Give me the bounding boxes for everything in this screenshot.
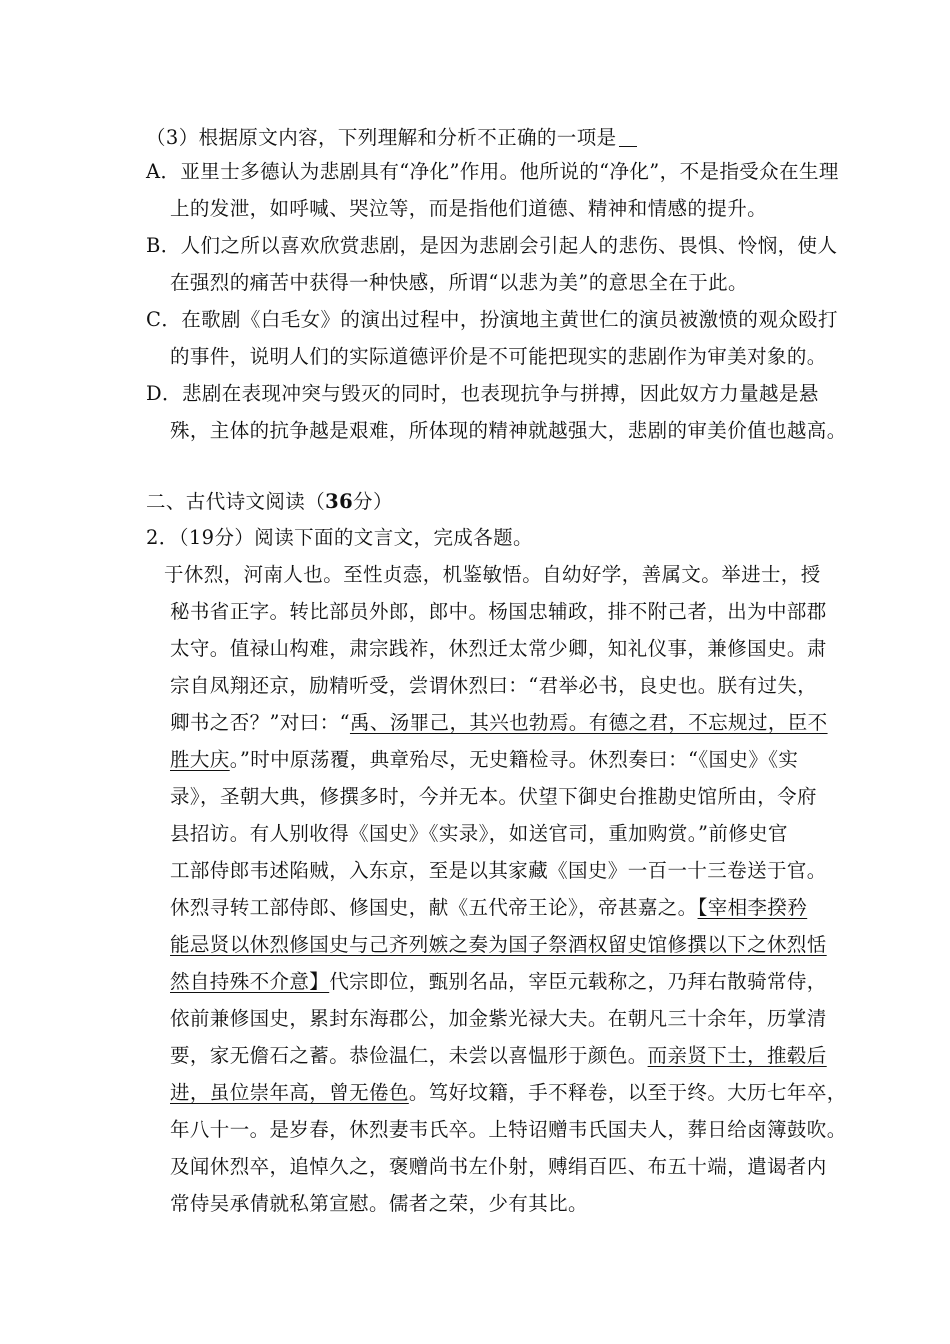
passage-line — [170, 784, 817, 810]
passage-text: 及闻休烈卒，追悼久之，褒赠尚书左仆射，赙绢百匹、布五十端，遣谒者内 — [170, 1155, 827, 1178]
option-c-line-1 — [146, 307, 838, 333]
option-a-line-2 — [170, 196, 767, 222]
question-2-number: 2． — [146, 526, 179, 549]
passage-text: 秘书省正字。转比部员外郎，郎中。杨国忠辅政，排不附己者，出为中部郡 — [170, 600, 827, 623]
underlined-sentence: 胜大庆 — [170, 748, 230, 771]
option-b-text-2: 在强烈的痛苦中获得一种快感，所谓“以悲为美”的意思全在于此。 — [170, 271, 748, 294]
passage-text: 太守。值禄山构难，肃宗践祚，休烈迁太常少卿，知礼仪事，兼修国史。肃 — [170, 637, 827, 660]
question-2-heading — [146, 525, 533, 551]
option-d-line-2 — [170, 418, 847, 444]
passage-line — [164, 562, 821, 588]
passage-text: 代宗即位，甄别名品，宰臣元载称之，乃拜右散骑常侍， — [329, 970, 827, 993]
passage-line — [170, 1191, 588, 1217]
passage-line — [170, 636, 827, 662]
option-d-text-1: 悲剧在表现冲突与毁灭的同时，也表现抗争与拼搏，因此奴方力量越是悬 — [181, 382, 819, 405]
passage-text: 宗自凤翔还京，励精听受，尝谓休烈曰：“君举必书，良史也。朕有过失， — [170, 674, 818, 697]
passage-line — [170, 1117, 847, 1143]
passage-line — [170, 932, 827, 958]
option-a-text-2: 上的发泄，如呼喊、哭泣等，而是指他们道德、精神和情感的提升。 — [170, 197, 768, 220]
passage-line — [170, 821, 788, 847]
passage-line — [170, 895, 807, 921]
passage-line — [170, 1080, 847, 1106]
underlined-sentence: 进，虽位崇年高，曾无倦色 — [170, 1081, 409, 1104]
passage-text: 于休烈，河南人也。至性贞悫，机鉴敏悟。自幼好学，善属文。举进士，授 — [164, 563, 821, 586]
passage-text: 。”时中原荡覆，典章殆尽，无史籍检寻。休烈奏曰：“《国史》《实 — [229, 748, 799, 771]
passage-line — [170, 710, 828, 736]
passage-text: 年八十一。是岁春，休烈妻韦氏卒。上特诏赠韦氏国夫人，葬日给卤簿鼓吹。 — [170, 1118, 847, 1141]
section-2-heading — [146, 489, 393, 515]
bracketed-punctuation-passage: 然自持殊不介意】 — [170, 970, 330, 993]
passage-text: 。笃好坟籍，手不释卷，以至于终。大历七年卒， — [408, 1081, 847, 1104]
option-a-text-1: 亚里士多德认为悲剧具有“净化”作用。他所说的“净化”，不是指受众在生理 — [180, 160, 839, 183]
passage-text: 工部侍郎韦述陷贼，入东京，至是以其家藏《国史》一百一十三卷送于官。 — [170, 859, 827, 882]
option-a-label: A． — [146, 160, 181, 183]
option-b-text-1: 人们之所以喜欢欣赏悲剧，是因为悲剧会引起人的悲伤、畏惧、怜悯，使人 — [180, 234, 838, 257]
option-c-line-2 — [170, 344, 827, 370]
passage-text: 常侍吴承倩就私第宣慰。儒者之荣，少有其比。 — [170, 1192, 588, 1215]
passage-text: 要，家无儋石之蓄。恭俭温仁，未尝以喜愠形于颜色。 — [170, 1044, 648, 1067]
passage-text: 休烈寻转工部侍郎、修国史，献《五代帝王论》，帝甚嘉之。 — [170, 896, 698, 919]
option-c-text-2: 的事件，说明人们的实际道德评价是不可能把现实的悲剧作为审美对象的。 — [170, 345, 827, 368]
passage-line — [170, 858, 827, 884]
option-d-label: D． — [146, 382, 182, 405]
question-2-pre: （ — [178, 526, 189, 549]
passage-line — [170, 599, 827, 625]
passage-line — [170, 673, 817, 699]
option-a-line-1 — [146, 159, 839, 185]
option-c-label: C． — [146, 308, 182, 331]
passage-line — [170, 1006, 827, 1032]
passage-text: 依前兼修国史，累封东海郡公，加金紫光禄大夫。在朝凡三十余年，历掌清 — [170, 1007, 827, 1030]
bracketed-punctuation-passage: 能忌贤以休烈修国史与己齐列嫉之奏为国子祭酒权留史馆修撰以下之休烈恬 — [170, 933, 827, 956]
section-2-score: 36 — [325, 490, 354, 513]
passage-line — [170, 1043, 827, 1069]
question-2-post: 分）阅读下面的文言文，完成各题。 — [214, 526, 533, 549]
answer-blank — [619, 128, 637, 147]
option-b-label: B． — [146, 234, 181, 257]
question-3-stem — [146, 125, 637, 151]
bracketed-punctuation-passage: 【宰相李揆矜 — [697, 896, 808, 919]
section-2-post: 分） — [353, 490, 393, 513]
option-d-line-1 — [146, 381, 819, 407]
passage-line — [170, 747, 798, 773]
passage-line — [170, 1154, 827, 1180]
option-b-line-1 — [146, 233, 837, 259]
option-b-line-2 — [170, 270, 748, 296]
passage-text: 县招访。有人别收得《国史》《实录》，如送官司，重加购赏。”前修史官 — [170, 822, 788, 845]
passage-text: 录》，圣朝大典，修撰多时，今并无本。伏望下御史台推勘史馆所由，令府 — [170, 785, 817, 808]
option-d-text-2: 殊，主体的抗争越是艰难，所体现的精神就越强大，悲剧的审美价值也越高。 — [170, 419, 847, 442]
section-2-pre: 二、古代诗文阅读（ — [146, 490, 326, 513]
option-c-text-1: 在歌剧《白毛女》的演出过程中，扮演地主黄世仁的演员被激愤的观众殴打 — [181, 308, 838, 331]
underlined-sentence: 禹、汤罪己，其兴也勃焉。有德之君，不忘规过，臣不 — [349, 711, 828, 734]
question-3-stem-text: （3）根据原文内容，下列理解和分析不正确的一项是 — [146, 126, 617, 149]
question-2-score: 19 — [188, 526, 215, 549]
passage-line — [170, 969, 827, 995]
underlined-sentence: 而亲贤下士，推毂后 — [647, 1044, 827, 1067]
passage-text: 卿书之否？”对曰：“ — [170, 711, 350, 734]
